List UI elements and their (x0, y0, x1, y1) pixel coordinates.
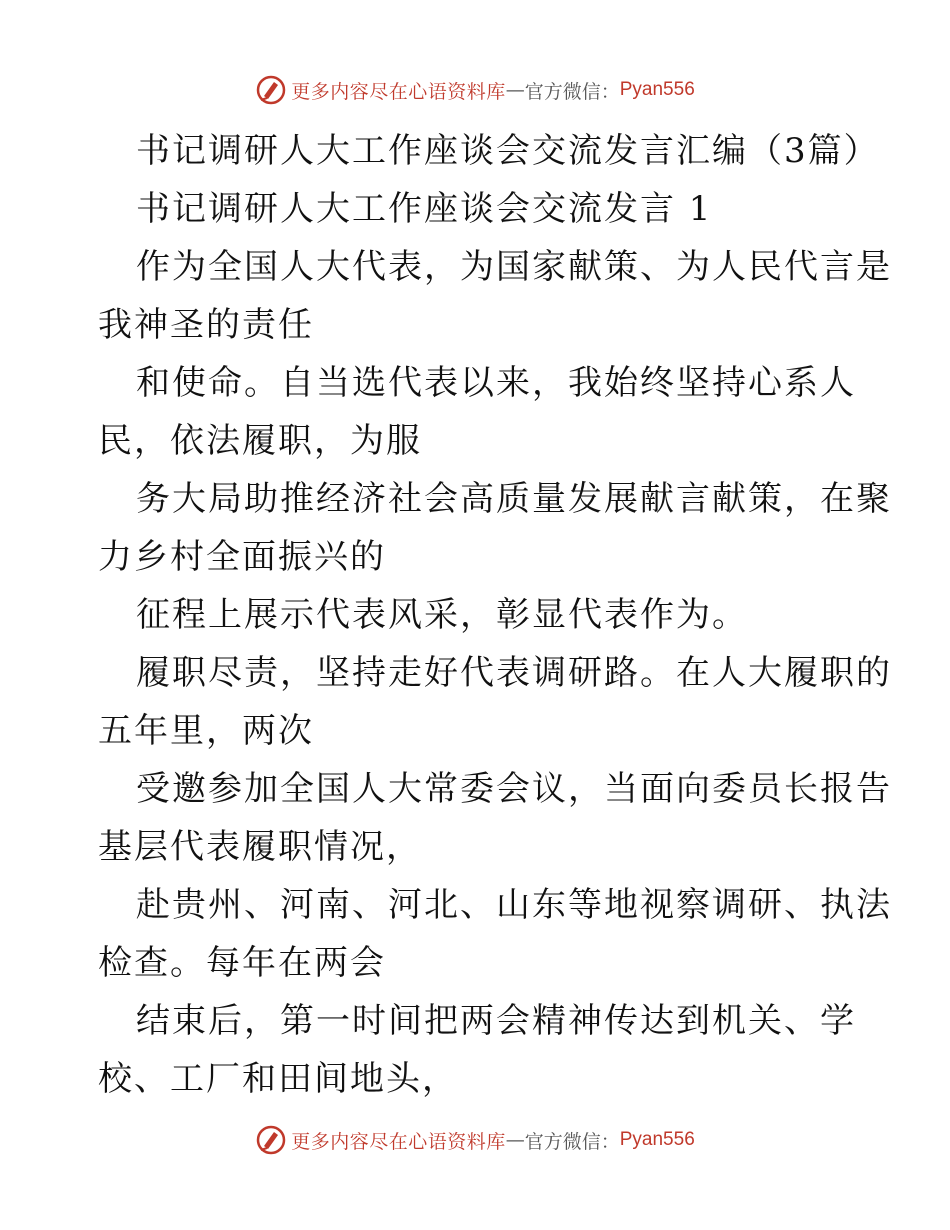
footer-channel-text: 官方微信： (524, 1130, 620, 1153)
header-wechat-id: Pyan556 (619, 79, 695, 100)
footer-wechat-id: Pyan556 (619, 1129, 695, 1150)
text-line: 校、工厂和田间地头， (98, 1059, 458, 1099)
footer-separator: — (505, 1129, 525, 1151)
paragraph-lines (98, 238, 892, 1108)
text-line: 受邀参加全国人大常委会议，当面向委员长报告 (136, 769, 892, 809)
text-line: 征程上展示代表风采，彰显代表作为。 (136, 595, 748, 635)
text-line: 赴贵州、河南、河北、山东等地视察调研、执法 (136, 885, 892, 925)
brand-logo-icon (255, 1124, 287, 1156)
document-body (98, 122, 892, 1108)
header-banner (0, 70, 950, 110)
document-title: 书记调研人大工作座谈会交流发言汇编（3篇） (136, 131, 880, 171)
brand-logo-icon (255, 74, 287, 106)
text-line: 履职尽责，坚持走好代表调研路。在人大履职的 (136, 653, 892, 693)
text-line: 结束后，第一时间把两会精神传达到机关、学 (136, 1001, 856, 1041)
text-line: 和使命。自当选代表以来，我始终坚持心系人 (136, 363, 856, 403)
footer-banner (0, 1120, 950, 1160)
text-line: 五年里，两次 (98, 711, 314, 751)
header-separator: — (505, 79, 525, 101)
text-line: 民，依法履职，为服 (98, 421, 422, 461)
text-line: 务大局助推经济社会高质量发展献言献策，在聚 (136, 479, 892, 519)
text-line: 我神圣的责任 (98, 305, 314, 345)
document-subtitle: 书记调研人大工作座谈会交流发言 1 (136, 189, 713, 229)
text-line: 作为全国人大代表，为国家献策、为人民代言是 (136, 247, 892, 287)
text-line: 基层代表履职情况， (98, 827, 422, 867)
text-line: 检查。每年在两会 (98, 943, 386, 983)
text-line: 力乡村全面振兴的 (98, 537, 386, 577)
header-channel-text: 官方微信： (524, 80, 620, 103)
header-brand-text: 更多内容尽在心语资料库 (291, 80, 506, 103)
footer-brand-text: 更多内容尽在心语资料库 (291, 1130, 506, 1153)
